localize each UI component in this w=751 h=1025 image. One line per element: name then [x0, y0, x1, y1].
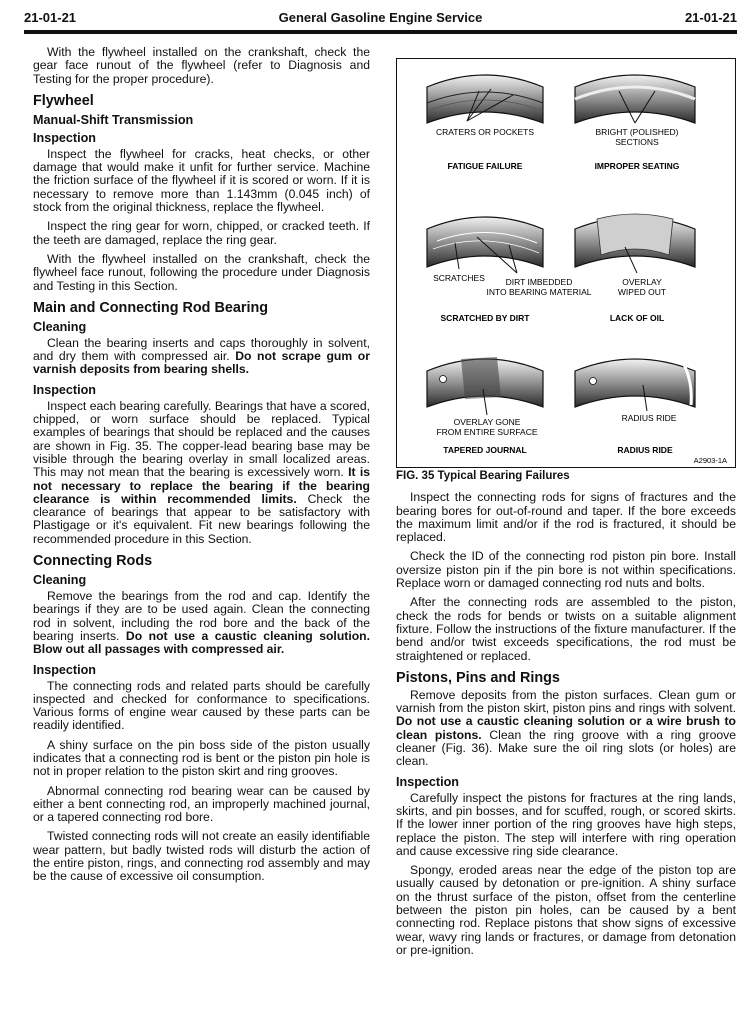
rods-inspection-paragraph-6: Check the ID of the connecting rod piston pin bore. Install oversize piston pin if the pin bore is not within specifications. Replace worn or damaged connecting rod nuts and bolts.: [396, 549, 736, 591]
rods-cleaning-heading: Cleaning: [33, 573, 87, 588]
rods-paragraph-1: The connecting rods and related parts should be carefully inspected and checked for conformance to specifications. Various forms of engine wear caused by these parts can be readily identified.: [33, 678, 370, 733]
fatigue-failure-bearing: [427, 75, 543, 171]
fig-label-bright-2: SECTIONS: [615, 137, 659, 147]
intro-paragraph: With the flywheel installed on the crankshaft, check the gear face runout of the flywheel (refer to Diagnosis and Testing for the proper procedure).: [33, 45, 370, 86]
bearing-cleaning-text: Clean the bearing inserts and caps thoroughly in solvent, and dry them with compressed air.: [33, 335, 370, 364]
fig-label-radius-ride: RADIUS RIDE: [617, 445, 673, 455]
bearing-inspection-text: Inspect each bearing carefully. Bearings that have a scored, chipped, or worn surface should be replaced. Typical examples of bearings that should be replaced and the causes are shown in Fig. 35. The copper-lead bearing base may be visible through the bearing overlay in small localized areas. This may not mean that the bearing is excessively worn.: [33, 398, 370, 480]
figure-caption: FIG. 35 Typical Bearing Failures: [396, 470, 570, 482]
bearing-cleaning-heading: Cleaning: [33, 319, 87, 334]
rods-paragraph-2: A shiny surface on the pin boss side of the piston usually indicates that a connecting rod is bent or the piston pin hole is not in proper relation to the piston skirt and ring grooves.: [33, 737, 370, 779]
rods-paragraph-3: Abnormal connecting rod bearing wear can be caused by either a bent connecting rod, an improperly machined journal, or a tapered connecting rod bore.: [33, 783, 370, 825]
page-header: [24, 10, 737, 32]
fig-label-overlay-1: OVERLAY: [622, 277, 662, 287]
pistons-paragraph-3: Spongy, eroded areas near the edge of the piston top are usually caused by detonation or pre-ignition. A shiny surface on the thrust surface of the piston, offset from the centerline between the piston pin holes, can be caused by a bent connecting rod. Replace pistons that show signs of excessive wear, wavy ring lands or fractures, or damage from detonation or pre-ignition.: [396, 863, 736, 957]
flywheel-paragraph-2: Inspect the ring gear for worn, chipped, or cracked teeth. If the teeth are damaged, replace the ring gear.: [33, 219, 370, 247]
fig-label-improper: IMPROPER SEATING: [594, 161, 680, 171]
header-title: General Gasoline Engine Service: [278, 10, 483, 25]
bearing-cleaning-paragraph: [33, 337, 370, 377]
pistons-cleaning-warning: Do not use a caustic cleaning solution or a wire brush to clean pistons.: [396, 714, 736, 742]
bearing-heading: Main and Connecting Rod Bearing: [33, 299, 269, 316]
header-page-left: 21-01-21: [24, 10, 77, 25]
pistons-paragraph-2: Carefully inspect the pistons for fractures at the ring lands, skirts, and pin bosses, and for scuffed, rough, or scored skirts. If the lower inner portion of the ring grooves have high steps, replace the piston. The step will interfere with ring operation and cause excessive ring side clearance.: [396, 790, 736, 858]
fig-label-scratches: SCRATCHES: [433, 273, 485, 283]
fig-label-overlay-2: WIPED OUT: [617, 287, 667, 297]
pistons-heading: Pistons, Pins and Rings: [396, 669, 560, 686]
flywheel-paragraph-3: With the flywheel installed on the crankshaft, check the flywheel face runout, following the procedure under Diagnosis and Testing in this Section.: [33, 251, 370, 293]
fig-label-lack-oil: LACK OF OIL: [609, 313, 665, 323]
improper-seating-bearing: [575, 75, 695, 171]
fig-label-radius: RADIUS RIDE: [621, 413, 677, 423]
bearing-cleaning-warning: Do not scrape gum or varnish deposits from bearing shells.: [33, 349, 370, 377]
connecting-rods-heading: Connecting Rods: [33, 553, 153, 570]
rods-inspection-paragraph-5: Inspect the connecting rods for signs of fractures and the bearing bores for out-of-round and taper. If the bore exceeds the maximum limit and/or if the rod is fractured, it should be replaced.: [396, 490, 736, 545]
flywheel-paragraph-1: Inspect the flywheel for cracks, heat checks, or other damage that would make it unfit for further service. Machine the friction surface of the flywheel if it is scored or worn. If it is necessary to remove more than 1.143mm (0.045 inch) of stock from the original thickness, replace the flywheel.: [33, 146, 370, 215]
fig-label-scratched: SCRATCHED BY DIRT: [440, 313, 530, 323]
fig-label-dirt-1: DIRT IMBEDDED: [505, 277, 573, 287]
rods-paragraph-4: Twisted connecting rods will not create an easily identifiable wear pattern, but badly twisted rods will disturb the action of the entire piston, rings, and connecting rod assembly and may be the cause of excessive oil consumption.: [33, 829, 370, 884]
fig-label-bright-1: BRIGHT (POLISHED): [595, 127, 679, 137]
rods-inspection-heading: Inspection: [33, 662, 96, 677]
tapered-journal-bearing: [427, 357, 543, 455]
bearing-inspection-paragraph: [33, 400, 370, 546]
pistons-cleaning-text: Remove deposits from the piston surfaces. Clean gum or varnish from the piston skirt, piston pins and rings with solvent.: [396, 687, 736, 716]
bearing-failures-figure: [396, 58, 736, 468]
fig-label-tapered: TAPERED JOURNAL: [443, 445, 527, 455]
fig-label-fatigue: FATIGUE FAILURE: [447, 161, 523, 171]
fig-label-gone-2: FROM ENTIRE SURFACE: [436, 427, 538, 437]
rods-inspection-paragraph-7: After the connecting rods are assembled to the piston, check the rods for bends or twists on a suitable alignment fixture. Follow the instructions of the fixture manufacturer. If the bend and/or twist exceeds specifications, the rod must be straightened or replaced.: [396, 595, 736, 663]
lack-of-oil-bearing: [575, 214, 695, 323]
pistons-inspection-heading: Inspection: [396, 774, 459, 789]
radius-ride-bearing: [575, 359, 695, 455]
right-column: [396, 470, 736, 963]
left-column: [33, 46, 370, 890]
scratched-by-dirt-bearing: [427, 217, 592, 323]
flywheel-inspection-heading: Inspection: [33, 130, 96, 145]
bearing-inspection-note: It is not necessary to replace the bearing if the bearing clearance is within recommended limits.: [33, 465, 370, 506]
fig-code: A2903-1A: [693, 456, 727, 465]
fig-label-craters: CRATERS OR POCKETS: [435, 127, 535, 137]
flywheel-heading: Flywheel: [33, 92, 94, 109]
pistons-cleaning-text-end: Clean the ring groove with a ring groove cleaner (Fig. 36). Make sure the oil ring slots (or holes) are clean.: [396, 727, 737, 769]
header-rule: [24, 30, 737, 34]
rods-cleaning-warning: Do not use a caustic cleaning solution. Blow out all passages with compressed air.: [33, 628, 370, 657]
pistons-cleaning-paragraph: [396, 689, 736, 769]
rods-cleaning-text: Remove the bearings from the rod and cap. Identify the bearings if they are to be used again. Clean the connecting rod in solvent, including the rod bore and the back of the bearing inserts.: [33, 589, 370, 643]
manual-shift-heading: Manual-Shift Transmission: [33, 112, 194, 127]
fig-label-dirt-2: INTO BEARING MATERIAL: [486, 287, 592, 297]
rods-cleaning-paragraph: [33, 590, 370, 656]
bearing-inspection-text-end: Check the clearance of bearings that appear to be satisfactory with Plastigage or it's equivalent. Fit new bearings following the recommended procedure in this Section.: [33, 491, 370, 546]
bearing-inspection-heading: Inspection: [33, 382, 96, 397]
bearing-failures-illustration: [397, 59, 735, 467]
fig-label-gone-1: OVERLAY GONE: [453, 417, 521, 427]
header-page-right: 21-01-21: [684, 10, 737, 25]
